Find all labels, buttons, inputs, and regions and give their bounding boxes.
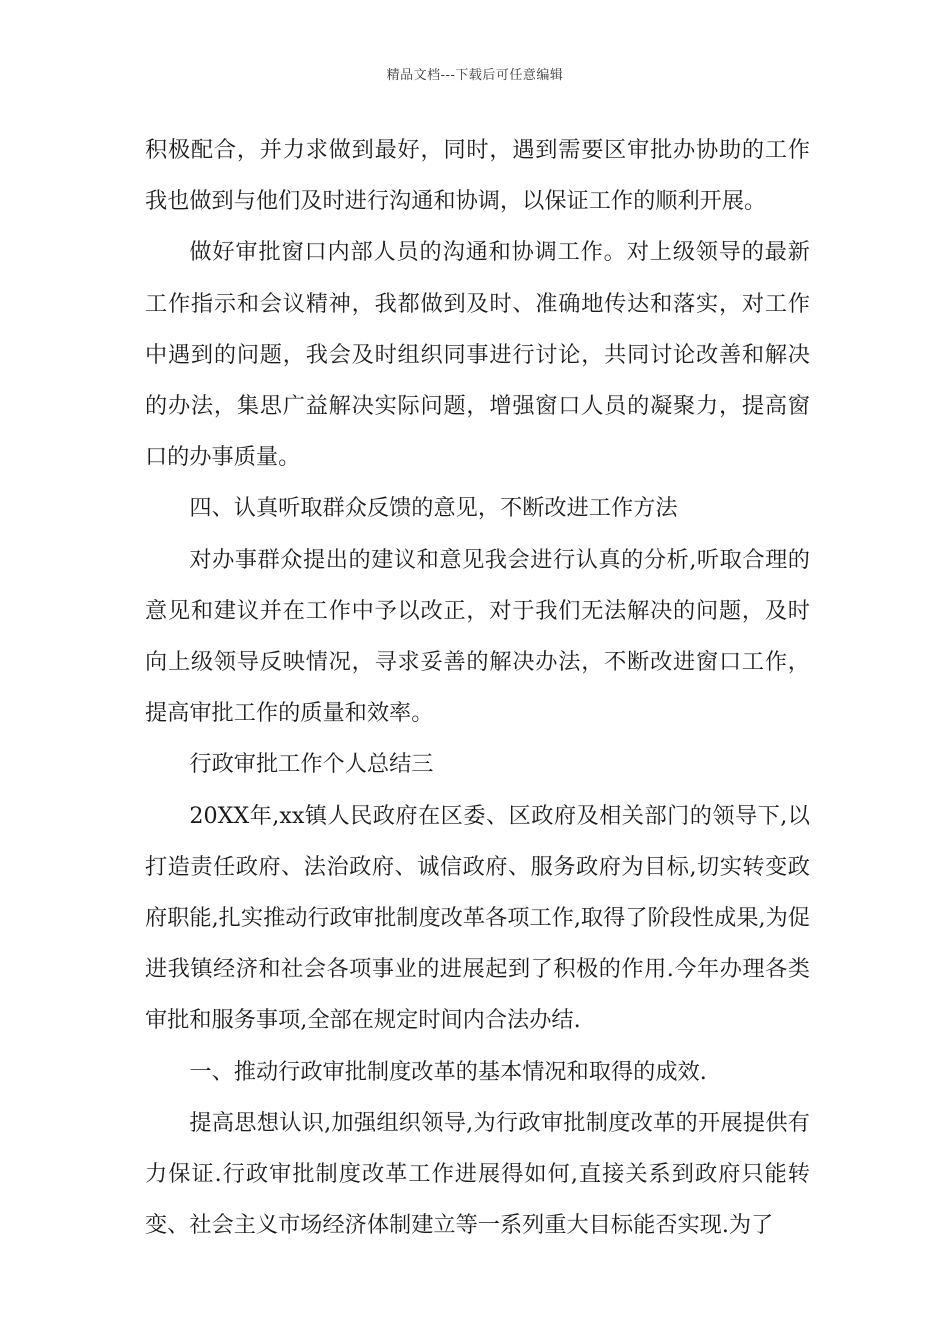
section-heading-1: 一、推动行政审批制度改革的基本情况和取得的成效.: [189, 1058, 707, 1085]
paragraph-1: 积极配合，并力求做到最好，同时，遇到需要区审批办协助的工作我也做到与他们及时进行沟通和协调，以保证工作的顺利开展。: [145, 137, 810, 215]
document-title-3: 行政审批工作个人总结三: [189, 751, 434, 778]
document-body: [145, 125, 810, 1251]
section-heading-4: 四、认真听取群众反馈的意见，不断改进工作方法: [189, 495, 678, 522]
paragraph-2: 做好审批窗口内部人员的沟通和协调工作。对上级领导的最新工作指示和会议精神，我都做到及时、准确地传达和落实，对工作中遇到的问题，我会及时组织同事进行讨论，共同讨论改善和解决的办法，集思广益解决实际问题，增强窗口人员的凝聚力，提高窗口的办事质量。: [145, 239, 810, 471]
paragraph-4: 20XX年,xx镇人民政府在区委、区政府及相关部门的领导下,以打造责任政府、法治政府、诚信政府、服务政府为目标,切实转变政府职能,扎实推动行政审批制度改革各项工作,取得了阶段性成果,为促进我镇经济和社会各项事业的进展起到了积极的作用.今年办理各类审批和服务事项,全部在规定时间内合法办结.: [145, 802, 810, 1034]
paragraph-5: 提高思想认识,加强组织领导,为行政审批制度改革的开展提供有力保证.行政审批制度改革工作进展得如何,直接关系到政府只能转变、社会主义市场经济体制建立等一系列重大目标能否实现.为了: [145, 1109, 810, 1239]
page-header: 精品文档---下载后可任意编辑: [386, 68, 564, 83]
paragraph-3: 对办事群众提出的建议和意见我会进行认真的分析,听取合理的意见和建议并在工作中予以改正，对于我们无法解决的问题，及时向上级领导反映情况，寻求妥善的解决办法，不断改进窗口工作，提高审批工作的质量和效率。: [145, 546, 810, 727]
